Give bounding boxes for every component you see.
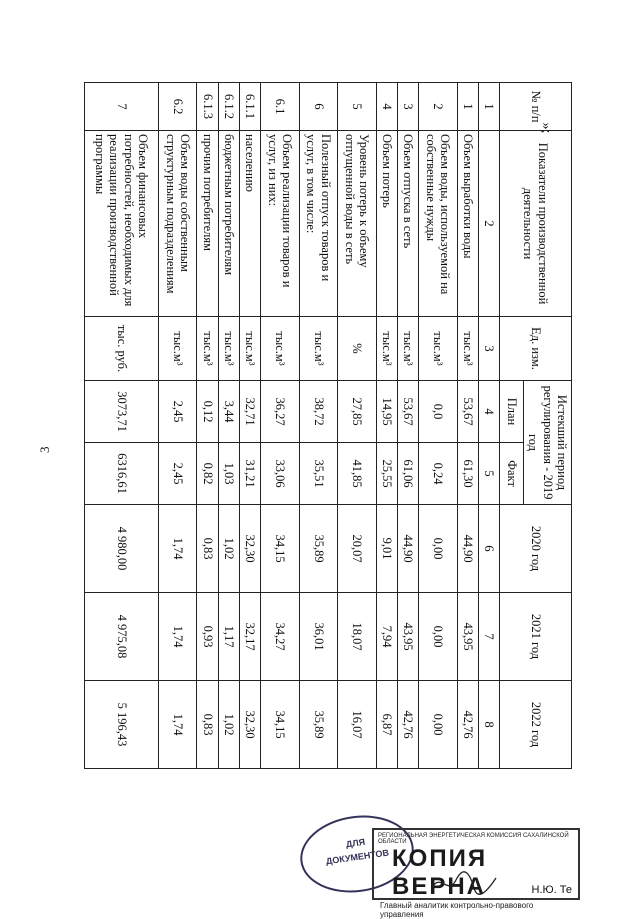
row-plan: 32,71 xyxy=(239,381,260,443)
row-2020: 35,89 xyxy=(299,505,338,593)
row-number: 6.1.3 xyxy=(197,83,218,131)
table-row xyxy=(158,83,197,769)
row-indicator: Объем финансовых потребностей, необходимых для реализации производственной программы xyxy=(85,131,159,317)
row-fact: 25,55 xyxy=(376,443,397,505)
row-unit: тыс.м³ xyxy=(419,317,458,381)
row-indicator: Объем отпуска в сеть xyxy=(397,131,418,317)
row-2021: 43,95 xyxy=(397,593,418,681)
table-row xyxy=(338,83,377,769)
row-indicator: Объем воды собственным структурным подразделениям xyxy=(158,131,197,317)
row-indicator: Объем потерь xyxy=(376,131,397,317)
row-2020: 1,74 xyxy=(158,505,197,593)
row-fact: 61,30 xyxy=(457,443,478,505)
table-row xyxy=(299,83,338,769)
row-2021: 1,17 xyxy=(218,593,239,681)
signature-icon xyxy=(430,870,500,896)
row-fact: 33,06 xyxy=(260,443,299,505)
page-number: 3 xyxy=(37,446,52,453)
row-indicator: Уровень потерь к объему отпущенной воды в сеть xyxy=(338,131,377,317)
row-2021: 7,94 xyxy=(376,593,397,681)
table-row xyxy=(197,83,218,769)
row-number: 7 xyxy=(85,83,159,131)
row-2022: 42,76 xyxy=(457,681,478,769)
row-number: 5 xyxy=(338,83,377,131)
row-fact: 61,06 xyxy=(397,443,418,505)
row-fact: 31,21 xyxy=(239,443,260,505)
production-indicators-table xyxy=(84,82,572,769)
header-2020: 2020 год xyxy=(500,505,572,593)
round-stamp-bottom: ДОКУМЕНТОВ xyxy=(325,847,390,867)
stamp-organization: РЕГИОНАЛЬНАЯ ЭНЕРГЕТИЧЕСКАЯ КОМИССИЯ САХАЛИНСКОЙ ОБЛАСТИ xyxy=(378,833,569,845)
row-2022: 16,07 xyxy=(338,681,377,769)
rotated-table-wrapper xyxy=(84,82,572,768)
row-fact: 6316,61 xyxy=(85,443,159,505)
header-fact: Факт xyxy=(500,443,524,505)
row-plan: 27,85 xyxy=(338,381,377,443)
row-number: 6.1.1 xyxy=(239,83,260,131)
table-row xyxy=(419,83,458,769)
row-unit: тыс.м³ xyxy=(197,317,218,381)
row-unit: тыс.м³ xyxy=(376,317,397,381)
row-2021: 4 975,08 xyxy=(85,593,159,681)
row-2021: 43,95 xyxy=(457,593,478,681)
row-2021: 0,00 xyxy=(419,593,458,681)
row-2022: 5 196,43 xyxy=(85,681,159,769)
row-number: 6 xyxy=(299,83,338,131)
row-2022: 1,74 xyxy=(158,681,197,769)
row-2020: 0,83 xyxy=(197,505,218,593)
row-indicator: Объем реализации товаров и услуг, из них: xyxy=(260,131,299,317)
row-number: 6.1 xyxy=(260,83,299,131)
row-plan: 3073,71 xyxy=(85,381,159,443)
row-2022: 1,02 xyxy=(218,681,239,769)
row-fact: 35,51 xyxy=(299,443,338,505)
index-cell: 8 xyxy=(478,681,499,769)
table-row xyxy=(376,83,397,769)
row-unit: тыс.м³ xyxy=(239,317,260,381)
table-row xyxy=(260,83,299,769)
index-cell: 5 xyxy=(478,443,499,505)
row-number: 2 xyxy=(419,83,458,131)
row-2020: 4 980,00 xyxy=(85,505,159,593)
row-indicator: бюджетным потребителям xyxy=(218,131,239,317)
table-row xyxy=(457,83,478,769)
header-2022: 2022 год xyxy=(500,681,572,769)
row-plan: 3,44 xyxy=(218,381,239,443)
header-unit: Ед. изм. xyxy=(500,317,572,381)
row-2022: 6,87 xyxy=(376,681,397,769)
row-2021: 36,01 xyxy=(299,593,338,681)
row-plan: 36,27 xyxy=(260,381,299,443)
row-fact: 0,82 xyxy=(197,443,218,505)
row-number: 6.2 xyxy=(158,83,197,131)
row-2020: 32,30 xyxy=(239,505,260,593)
table-body xyxy=(85,83,500,769)
stamp-department: Главный аналитик контрольно-правового управления xyxy=(380,901,534,919)
stamp-title: КОПИЯ ВЕРНА xyxy=(392,845,488,900)
row-2021: 32,17 xyxy=(239,593,260,681)
row-indicator: Объем выработки воды xyxy=(457,131,478,317)
row-2020: 0,00 xyxy=(419,505,458,593)
row-2020: 44,90 xyxy=(397,505,418,593)
header-previous-period: Истекший период регулирования - 2019 год xyxy=(524,381,572,505)
row-2022: 42,76 xyxy=(397,681,418,769)
row-unit: тыс.м³ xyxy=(158,317,197,381)
row-2022: 34,15 xyxy=(260,681,299,769)
row-2022: 0,83 xyxy=(197,681,218,769)
row-number: 6.1.2 xyxy=(218,83,239,131)
table-row xyxy=(218,83,239,769)
row-2021: 34,27 xyxy=(260,593,299,681)
row-indicator: Полезный отпуск товаров и услуг, в том числе: xyxy=(299,131,338,317)
row-indicator: населению xyxy=(239,131,260,317)
round-stamp-top: ДЛЯ xyxy=(345,836,366,850)
index-cell: 7 xyxy=(478,593,499,681)
column-index-row xyxy=(478,83,499,769)
table-row xyxy=(397,83,418,769)
index-cell: 6 xyxy=(478,505,499,593)
header-indicator: Показатели производственной деятельности xyxy=(500,131,572,317)
row-2022: 35,89 xyxy=(299,681,338,769)
row-unit: % xyxy=(338,317,377,381)
row-number: 4 xyxy=(376,83,397,131)
row-unit: тыс.м³ xyxy=(457,317,478,381)
row-indicator: прочим потребителям xyxy=(197,131,218,317)
row-2021: 18,07 xyxy=(338,593,377,681)
row-2021: 0,93 xyxy=(197,593,218,681)
header-2021: 2021 год xyxy=(500,593,572,681)
index-cell: 2 xyxy=(478,131,499,317)
header-no: № п/п xyxy=(500,83,572,131)
row-plan: 14,95 xyxy=(376,381,397,443)
row-plan: 53,67 xyxy=(457,381,478,443)
row-plan: 38,72 xyxy=(299,381,338,443)
row-fact: 41,85 xyxy=(338,443,377,505)
trailing-mark: »; xyxy=(538,122,554,134)
row-unit: тыс. руб. xyxy=(85,317,159,381)
row-plan: 0,12 xyxy=(197,381,218,443)
row-number: 1 xyxy=(457,83,478,131)
row-fact: 1,03 xyxy=(218,443,239,505)
row-indicator: Объем воды, используемой на собственные нужды xyxy=(419,131,458,317)
row-2022: 32,30 xyxy=(239,681,260,769)
stamp-signer: Н.Ю. Те xyxy=(531,884,572,896)
table-row xyxy=(239,83,260,769)
index-cell: 3 xyxy=(478,317,499,381)
row-2020: 9,01 xyxy=(376,505,397,593)
row-fact: 0,24 xyxy=(419,443,458,505)
row-2021: 1,74 xyxy=(158,593,197,681)
row-plan: 2,45 xyxy=(158,381,197,443)
row-2020: 34,15 xyxy=(260,505,299,593)
index-cell: 1 xyxy=(478,83,499,131)
row-plan: 0,0 xyxy=(419,381,458,443)
row-fact: 2,45 xyxy=(158,443,197,505)
row-unit: тыс.м³ xyxy=(260,317,299,381)
row-number: 3 xyxy=(397,83,418,131)
row-2020: 44,90 xyxy=(457,505,478,593)
row-unit: тыс.м³ xyxy=(299,317,338,381)
row-2020: 20,07 xyxy=(338,505,377,593)
header-plan: План xyxy=(500,381,524,443)
row-2020: 1,02 xyxy=(218,505,239,593)
row-plan: 53,67 xyxy=(397,381,418,443)
index-cell: 4 xyxy=(478,381,499,443)
row-unit: тыс.м³ xyxy=(218,317,239,381)
table-row xyxy=(85,83,159,769)
row-unit: тыс.м³ xyxy=(397,317,418,381)
row-2022: 0,00 xyxy=(419,681,458,769)
